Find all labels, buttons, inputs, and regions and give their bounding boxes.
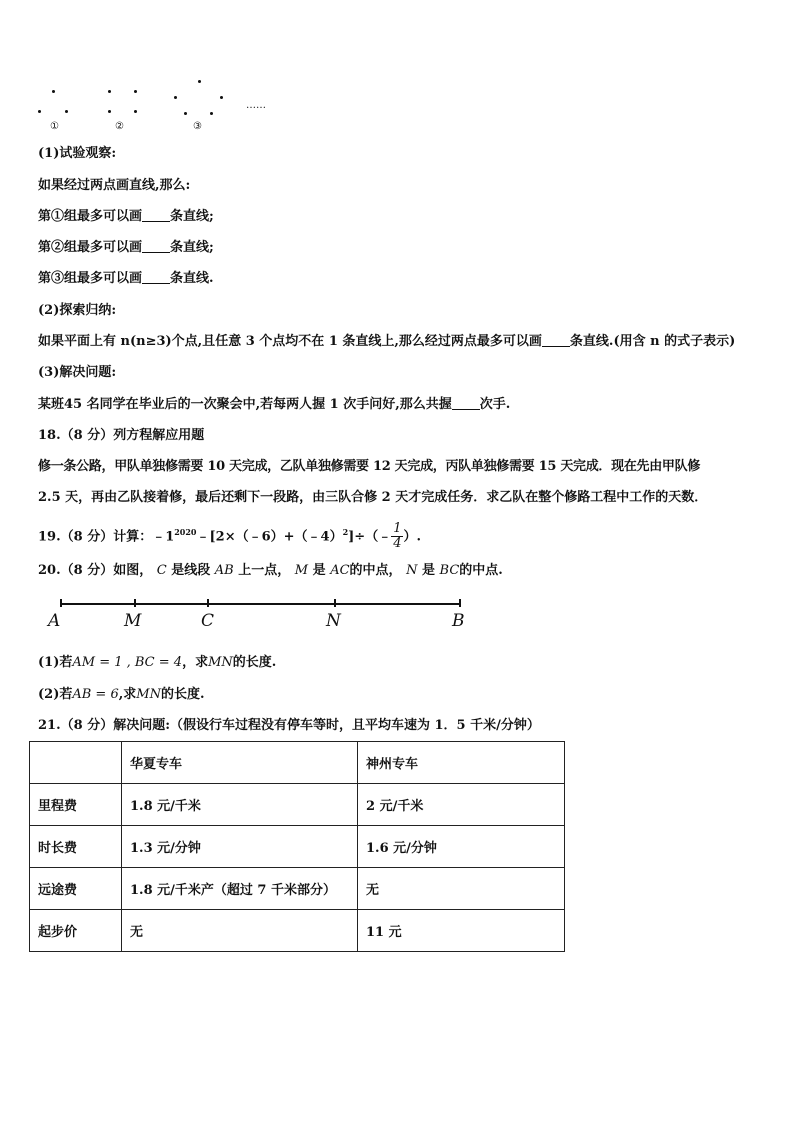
q17-intro: 如果经过两点画直线,那么:: [38, 178, 191, 193]
q20-sub2-math: AB = 6: [72, 687, 119, 702]
label-m: M: [124, 611, 142, 631]
segment-diagram: [0, 595, 794, 635]
q17-part2-question: [38, 333, 735, 351]
var-mn: MN: [136, 687, 161, 702]
dot: [174, 96, 177, 99]
q20-sub1-mid: ，求: [182, 655, 209, 670]
dot: [220, 96, 223, 99]
table-cell: 2 元/千米: [358, 784, 565, 826]
table-header-cell: [30, 742, 122, 784]
q19-middle: ﹣[2×（﹣6）+（﹣4）: [196, 529, 343, 545]
dot: [108, 110, 111, 113]
q19-after: ]÷（﹣: [348, 529, 392, 545]
q20-sub1-prefix: (1)若: [38, 655, 73, 670]
q17-group2-text: 第②组最多可以画: [38, 240, 143, 255]
q17-group3: [38, 270, 214, 288]
q20-text: 的中点.: [459, 563, 503, 578]
q20-title: [38, 562, 503, 580]
q18-line1: 修一条公路，甲队单独修需要 10 天完成，乙队单独修需要 12 天完成，丙队单独修需要 15 天完成．现在先由甲队修: [38, 459, 701, 474]
fee-table: [29, 741, 565, 952]
label-a: A: [48, 611, 61, 631]
var-ac: AC: [330, 563, 350, 578]
table-cell: 1.8 元/千米产（超过 7 千米部分）: [122, 868, 358, 910]
table-cell: 远途费: [30, 868, 122, 910]
q18-line2: 2.5 天，再由乙队接着修，最后还剩下一段路，由三队合修 2 天才完成任务．求乙队在整个修路工程中工作的天数．: [38, 490, 708, 505]
fraction: [391, 522, 403, 551]
q20-text: 上一点，: [238, 563, 291, 578]
q18-title: 18.（8 分）列方程解应用题: [38, 428, 205, 443]
table-row: [30, 784, 565, 826]
var-n: N: [406, 563, 418, 578]
var-ab: AB: [214, 563, 234, 578]
q17-part3-suffix: 次手.: [479, 397, 511, 412]
q20-sub2-prefix: (2)若: [38, 687, 73, 702]
ellipsis: ……: [246, 100, 266, 111]
dot: [184, 112, 187, 115]
q17-group1-suffix: 条直线;: [170, 209, 214, 224]
dot: [210, 112, 213, 115]
q20-text: 的中点，: [349, 563, 402, 578]
q19-prefix: 19.（8 分）计算：﹣1: [38, 529, 175, 545]
table-cell: 1.8 元/千米: [122, 784, 358, 826]
answer-blank[interactable]: [142, 209, 170, 222]
answer-blank[interactable]: [142, 240, 170, 253]
q20-text: 是线段: [171, 563, 211, 578]
table-cell: 1.6 元/分钟: [358, 826, 565, 868]
table-cell: 无: [122, 910, 358, 952]
var-c: C: [156, 563, 167, 578]
q20-sub1-math: AM = 1 , BC = 4: [72, 655, 183, 670]
table-header-cell: 华夏专车: [122, 742, 358, 784]
fraction-numerator: 1: [393, 521, 402, 537]
dot: [38, 110, 41, 113]
q17-group3-text: 第③组最多可以画: [38, 271, 143, 286]
dot: [198, 80, 201, 83]
q20-sub2-mid: ,求: [118, 687, 137, 702]
q17-part2-suffix: 条直线.(用含 n 的式子表示): [569, 334, 736, 349]
table-cell: 起步价: [30, 910, 122, 952]
dot: [108, 90, 111, 93]
answer-blank[interactable]: [142, 271, 170, 284]
dot: [134, 110, 137, 113]
table-cell: 1.3 元/分钟: [122, 826, 358, 868]
q17-part3-text: 某班45 名同学在毕业后的一次聚会中,若每两人握 1 次手问好,那么共握: [38, 397, 452, 412]
q17-group3-suffix: 条直线.: [170, 271, 214, 286]
label-c: C: [201, 611, 215, 631]
q20-text: 是: [421, 563, 435, 578]
table-cell: 时长费: [30, 826, 122, 868]
q19-exponent2: 2: [342, 527, 349, 537]
q20-sub1-suffix: 的长度.: [232, 655, 277, 670]
q20-sub2-suffix: 的长度.: [160, 687, 205, 702]
q19-expression: [38, 517, 421, 552]
q17-part2-title: (2)探索归纳:: [38, 303, 117, 318]
dot: [134, 90, 137, 93]
table-header-cell: 神州专车: [358, 742, 565, 784]
table-header-row: [30, 742, 565, 784]
q20-sub2: [38, 686, 204, 704]
q17-part3-question: [38, 396, 510, 414]
answer-blank[interactable]: [452, 397, 480, 410]
q20-sub1: [38, 654, 276, 672]
table-row: [30, 910, 565, 952]
label-n: N: [326, 611, 341, 631]
group-label-2: ②: [115, 121, 124, 132]
table-cell: 无: [358, 868, 565, 910]
q17-group2: [38, 239, 214, 257]
table-row: [30, 868, 565, 910]
q19-exponent: 2020: [174, 527, 197, 537]
q17-part1-title: (1)试验观察:: [38, 146, 117, 161]
group-label-3: ③: [193, 121, 202, 132]
answer-blank[interactable]: [542, 334, 570, 347]
table-row: [30, 826, 565, 868]
fraction-denominator: 4: [393, 536, 402, 552]
var-mn: MN: [208, 655, 233, 670]
q17-part3-title: (3)解决问题:: [38, 365, 117, 380]
dot: [65, 110, 68, 113]
q20-prefix: 20.（8 分）如图，: [38, 563, 153, 578]
q17-part2-text: 如果平面上有 n(n≥3)个点,且任意 3 个点均不在 1 条直线上,那么经过两点最多可以画: [38, 334, 542, 349]
q17-group1: [38, 208, 214, 226]
q20-text: 是: [312, 563, 326, 578]
group-label-1: ①: [50, 121, 59, 132]
label-b: B: [452, 611, 465, 631]
table-cell: 里程费: [30, 784, 122, 826]
q17-group2-suffix: 条直线;: [170, 240, 214, 255]
q17-group1-text: 第①组最多可以画: [38, 209, 143, 224]
q19-end: ）.: [403, 529, 422, 545]
q21-title: 21.（8 分）解决问题:（假设行车过程没有停车等时，且平均车速为 1．5 千米/分钟）: [38, 718, 540, 733]
dot: [52, 90, 55, 93]
var-bc: BC: [439, 563, 460, 578]
var-m: M: [294, 563, 309, 578]
table-cell: 11 元: [358, 910, 565, 952]
